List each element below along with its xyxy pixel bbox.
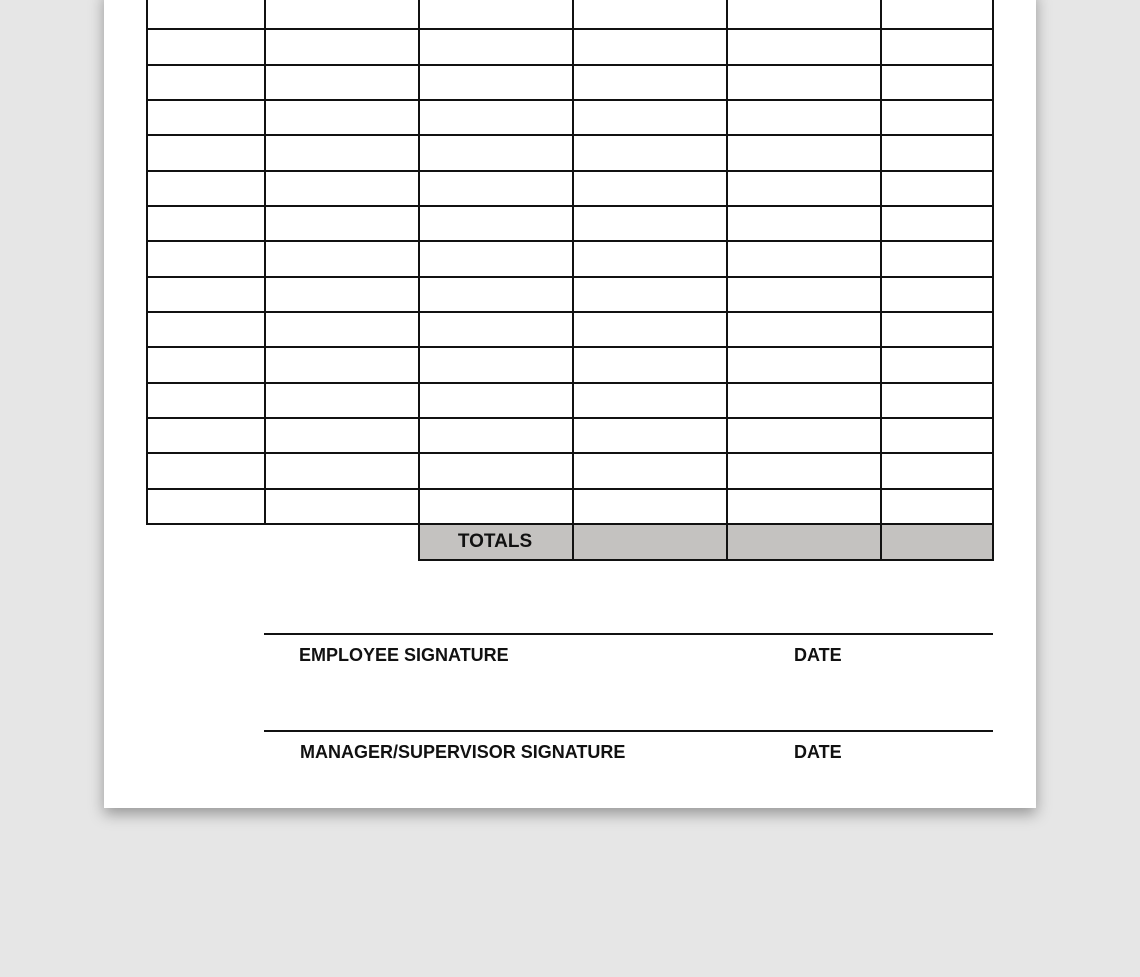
- table-cell[interactable]: [418, 28, 574, 66]
- table-cell[interactable]: [264, 346, 420, 384]
- table-cell[interactable]: [418, 417, 574, 454]
- table-cell[interactable]: [880, 28, 994, 66]
- table-cell[interactable]: [264, 311, 420, 348]
- table-cell[interactable]: [726, 64, 882, 101]
- table-cell[interactable]: [726, 0, 882, 30]
- table-cell[interactable]: [146, 170, 266, 207]
- table-cell[interactable]: [726, 311, 882, 348]
- table-cell[interactable]: [264, 28, 420, 66]
- table-cell[interactable]: [264, 488, 420, 525]
- table-cell[interactable]: [264, 134, 420, 172]
- totals-cell[interactable]: [880, 523, 994, 561]
- totals-cell[interactable]: [726, 523, 882, 561]
- table-cell[interactable]: [880, 488, 994, 525]
- table-cell[interactable]: [572, 28, 728, 66]
- table-cell[interactable]: [264, 452, 420, 490]
- table-cell[interactable]: [572, 0, 728, 30]
- table-cell[interactable]: [146, 64, 266, 101]
- table-cell[interactable]: [880, 205, 994, 242]
- table-cell[interactable]: [146, 276, 266, 313]
- table-cell[interactable]: [572, 240, 728, 278]
- table-cell[interactable]: [146, 382, 266, 419]
- table-cell[interactable]: [880, 276, 994, 313]
- table-cell[interactable]: [726, 205, 882, 242]
- table-cell[interactable]: [880, 99, 994, 136]
- table-cell[interactable]: [264, 276, 420, 313]
- table-cell[interactable]: [880, 346, 994, 384]
- table-cell[interactable]: [264, 170, 420, 207]
- table-cell[interactable]: [146, 346, 266, 384]
- table-cell[interactable]: [572, 417, 728, 454]
- table-cell[interactable]: [418, 382, 574, 419]
- table-cell[interactable]: [572, 346, 728, 384]
- table-cell[interactable]: [726, 28, 882, 66]
- table-cell[interactable]: [146, 205, 266, 242]
- table-cell[interactable]: [146, 134, 266, 172]
- totals-cell[interactable]: [572, 523, 728, 561]
- table-cell[interactable]: [726, 276, 882, 313]
- table-cell[interactable]: [418, 64, 574, 101]
- table-cell[interactable]: [726, 382, 882, 419]
- table-cell[interactable]: [880, 64, 994, 101]
- table-cell[interactable]: [726, 170, 882, 207]
- table-cell[interactable]: [264, 0, 420, 30]
- table-cell[interactable]: [418, 240, 574, 278]
- employee-signature-label: EMPLOYEE SIGNATURE: [299, 645, 509, 665]
- table-cell[interactable]: [572, 311, 728, 348]
- table-cell[interactable]: [572, 452, 728, 490]
- table-cell[interactable]: [572, 205, 728, 242]
- table-cell[interactable]: [572, 99, 728, 136]
- table-cell[interactable]: [264, 64, 420, 101]
- table-cell[interactable]: [418, 134, 574, 172]
- table-cell[interactable]: [146, 311, 266, 348]
- table-cell[interactable]: [880, 417, 994, 454]
- table-cell[interactable]: [880, 240, 994, 278]
- totals-label: TOTALS: [457, 531, 533, 552]
- table-cell[interactable]: [418, 170, 574, 207]
- table-cell[interactable]: [146, 488, 266, 525]
- table-cell[interactable]: [880, 452, 994, 490]
- table-cell[interactable]: [264, 205, 420, 242]
- table-cell[interactable]: [264, 417, 420, 454]
- table-cell[interactable]: [880, 382, 994, 419]
- table-cell[interactable]: [418, 346, 574, 384]
- table-cell[interactable]: [726, 417, 882, 454]
- table-cell[interactable]: [572, 64, 728, 101]
- table-cell[interactable]: [418, 311, 574, 348]
- table-cell[interactable]: [264, 382, 420, 419]
- table-cell[interactable]: [572, 134, 728, 172]
- table-cell[interactable]: [880, 170, 994, 207]
- table-cell[interactable]: [572, 276, 728, 313]
- table-cell[interactable]: [572, 488, 728, 525]
- table-cell[interactable]: [572, 382, 728, 419]
- table-cell[interactable]: [726, 346, 882, 384]
- table-cell[interactable]: [418, 99, 574, 136]
- table-cell[interactable]: [146, 452, 266, 490]
- table-cell[interactable]: [726, 134, 882, 172]
- table-cell[interactable]: [880, 311, 994, 348]
- table-cell[interactable]: [726, 488, 882, 525]
- manager-signature-line[interactable]: [264, 730, 993, 732]
- manager-date-label: DATE: [794, 742, 842, 762]
- table-cell[interactable]: [572, 170, 728, 207]
- table-cell[interactable]: [418, 276, 574, 313]
- table-cell[interactable]: [418, 0, 574, 30]
- manager-signature-label: MANAGER/SUPERVISOR SIGNATURE: [300, 742, 626, 762]
- table-cell[interactable]: [146, 28, 266, 66]
- employee-date-label: DATE: [794, 645, 842, 665]
- table-cell[interactable]: [264, 99, 420, 136]
- table-cell[interactable]: [726, 99, 882, 136]
- table-cell[interactable]: [146, 99, 266, 136]
- table-cell[interactable]: [418, 488, 574, 525]
- table-cell[interactable]: [146, 0, 266, 30]
- table-cell[interactable]: [880, 0, 994, 30]
- table-cell[interactable]: [146, 417, 266, 454]
- employee-signature-line[interactable]: [264, 633, 993, 635]
- table-cell[interactable]: [880, 134, 994, 172]
- table-cell[interactable]: [726, 240, 882, 278]
- table-cell[interactable]: [146, 240, 266, 278]
- table-cell[interactable]: [726, 452, 882, 490]
- table-cell[interactable]: [418, 452, 574, 490]
- table-cell[interactable]: [418, 205, 574, 242]
- table-cell[interactable]: [264, 240, 420, 278]
